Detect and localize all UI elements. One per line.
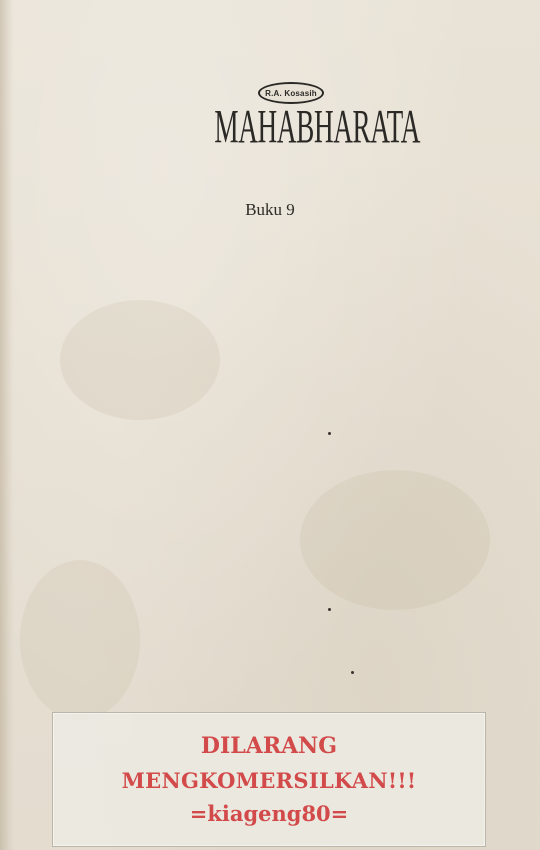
paper-stain (20, 560, 140, 720)
paper-stain (60, 300, 220, 420)
author-badge: R.A. Kosasih (258, 82, 324, 104)
watermark-line-3: =kiageng80= (189, 801, 349, 826)
page-left-edge (0, 0, 14, 850)
paper-speck (328, 608, 331, 611)
mahabharata-logo (180, 78, 421, 160)
paper-speck (328, 432, 331, 435)
book-number: Buku 9 (245, 200, 295, 219)
paper-speck (351, 671, 354, 674)
logo-title: MAHABHARATA (214, 99, 421, 153)
paper-stain (300, 470, 490, 610)
watermark-box (52, 712, 486, 847)
watermark-line-1: DILARANG (200, 733, 338, 759)
watermark-line-2: MENGKOMERSILKAN!!! (121, 768, 417, 793)
